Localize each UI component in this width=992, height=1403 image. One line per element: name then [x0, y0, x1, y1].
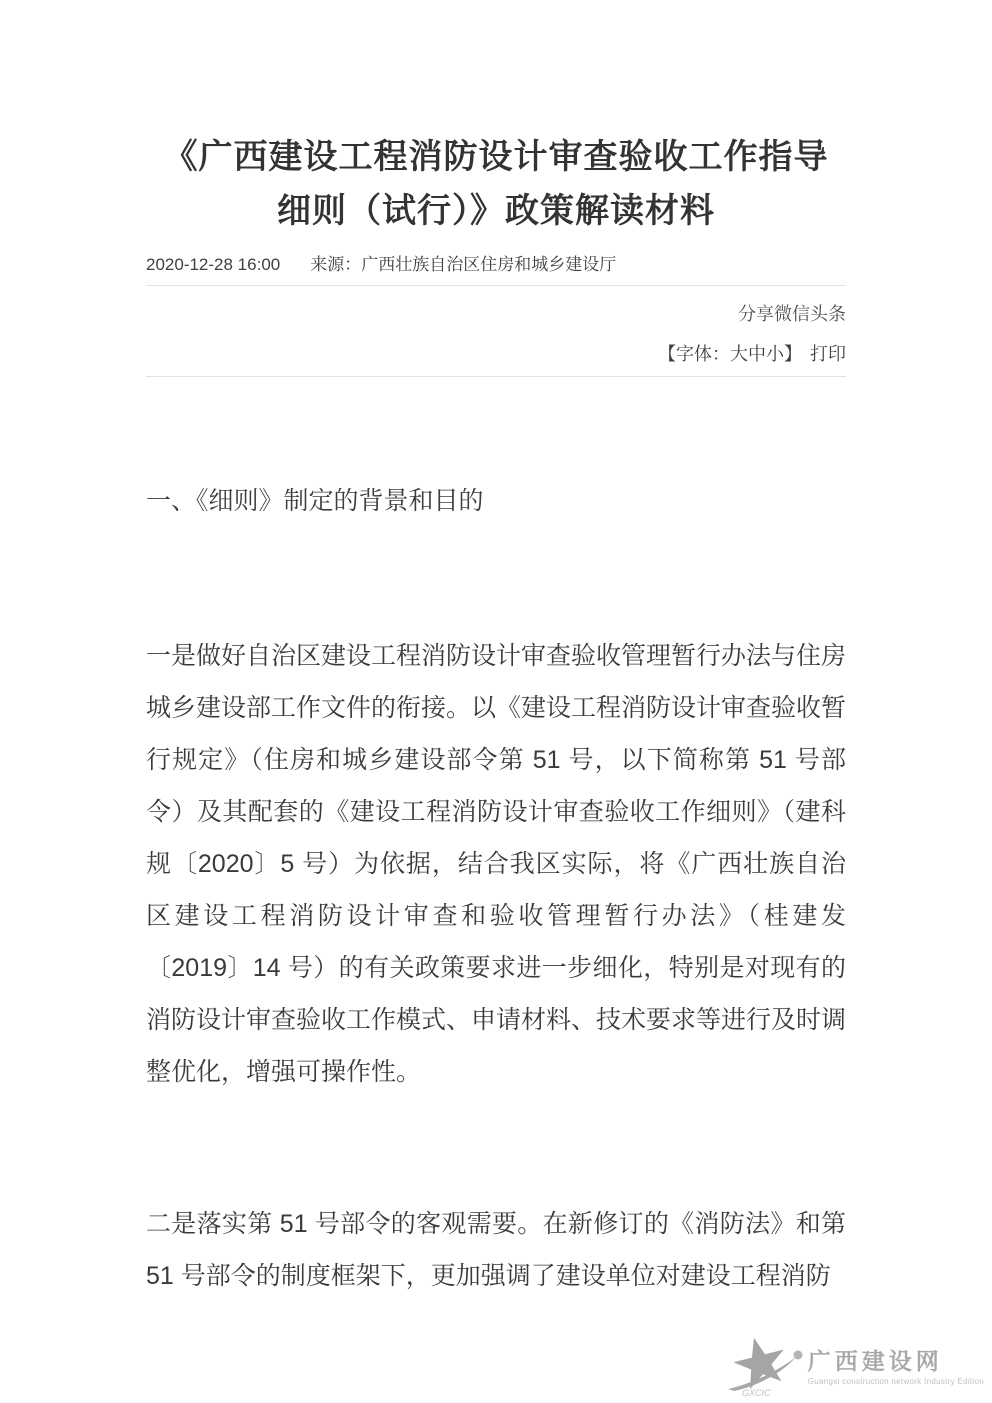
page-title-line-2: 细则（试行）》政策解读材料 — [277, 192, 715, 230]
watermark-text-block — [808, 1349, 984, 1386]
site-watermark — [720, 1335, 984, 1399]
font-size-large-button[interactable]: 大 — [730, 344, 748, 364]
font-size-label-close: 】 — [784, 344, 802, 364]
article-source: 来源：广西壮族自治区住房和城乡建设厅 — [310, 255, 617, 274]
share-toutiao-link[interactable]: 头条 — [810, 304, 846, 324]
section-heading: 一、《细则》制定的背景和目的 — [146, 487, 484, 515]
star-logo-icon — [720, 1335, 806, 1399]
watermark-subtitle: Guangxi construction network Industry Edition — [807, 1376, 984, 1386]
page-title-line-1: 《广西建设工程消防设计审查验收工作指导 — [163, 138, 829, 176]
publish-datetime: 2020-12-28 16:00 — [146, 255, 281, 274]
share-bar — [146, 300, 846, 326]
font-size-toolbar — [146, 340, 846, 377]
article-paragraph-1: 一是做好自治区建设工程消防设计审查验收管理暂行办法与住房城乡建设部工作文件的衔接。以《建设工程消防设计审查验收暂行规定》（住房和城乡建设部令第 51 号，以下简称第 51 号部令）及其配套的《建设工程消防设计审查验收工作细则》（建科规〔2020〕5 号）为依据，结合我区实际，将《广西壮族自治区建设工程消防设计审查和验收管理暂行办法》（桂建发〔2019〕14 号）的有关政策要求进一步细化，特别是对现有的消防设计审查验收工作模式、申请材料、技术要求等进行及时调整优化，增强可操作性。 — [146, 642, 847, 1086]
font-size-small-button[interactable]: 小 — [766, 344, 784, 364]
article-container — [146, 0, 846, 1302]
font-size-label-open: 【字体： — [658, 344, 730, 364]
font-size-medium-button[interactable]: 中 — [748, 344, 766, 364]
watermark-site-name: 广西建设网 — [807, 1347, 943, 1375]
share-wechat-link[interactable]: 微信 — [774, 304, 810, 324]
share-label: 分享 — [738, 304, 774, 324]
article-meta — [146, 250, 846, 286]
star-logo-text: GXCIC — [741, 1388, 771, 1398]
article-paragraph-2: 二是落实第 51 号部令的客观需要。在新修订的《消防法》和第 51 号部令的制度框架下，更加强调了建设单位对建设工程消防 — [146, 1210, 846, 1290]
page-title — [146, 0, 846, 238]
print-button[interactable]: 打印 — [810, 344, 846, 364]
